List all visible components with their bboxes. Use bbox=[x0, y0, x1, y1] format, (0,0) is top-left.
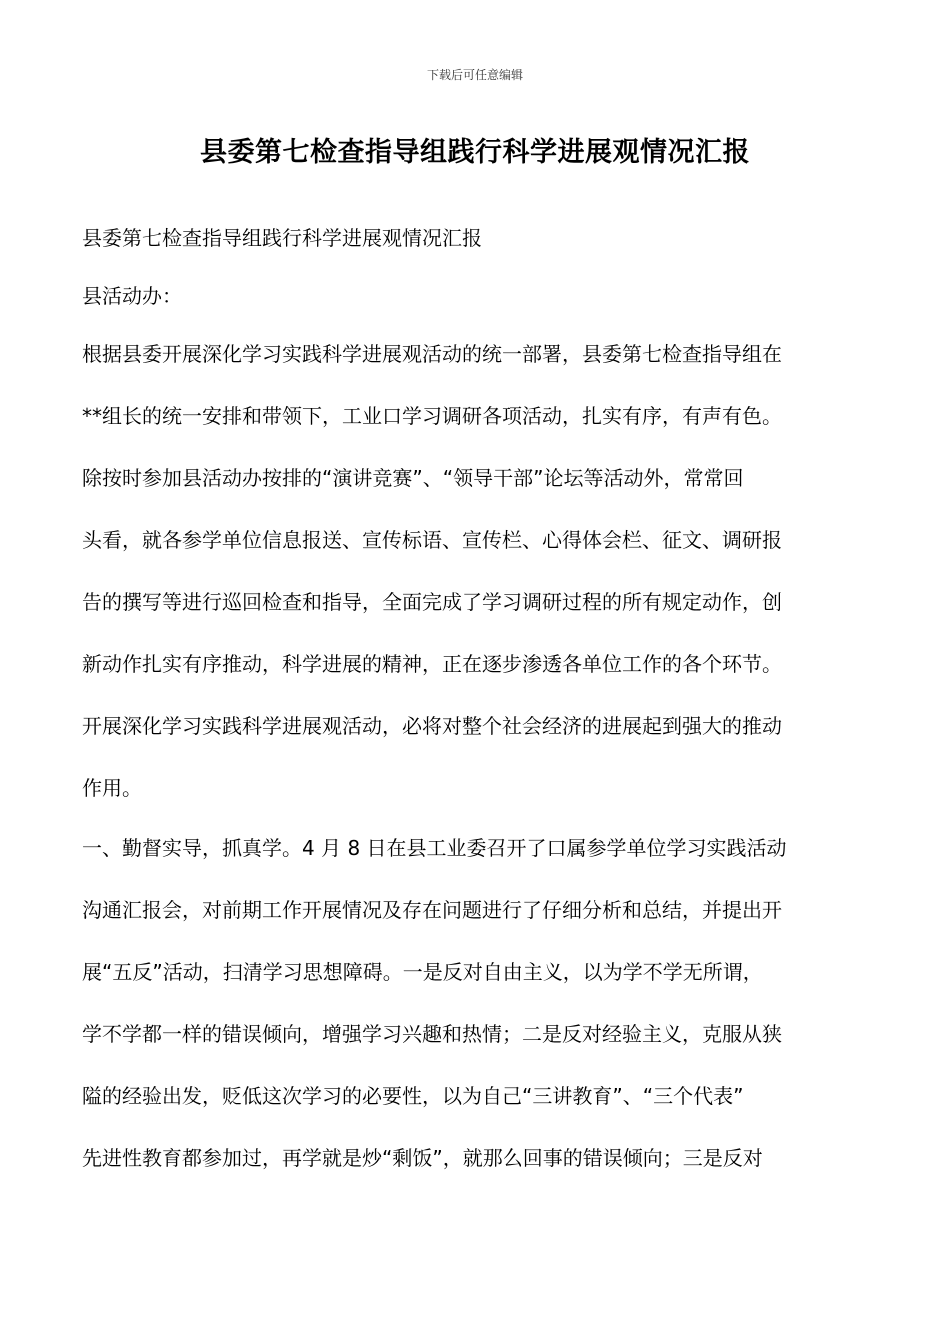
body-line: 隘的经验出发，贬低这次学习的必要性，以为自己“三讲教育”、“三个代表” bbox=[82, 1084, 744, 1108]
body-line: 县委第七检查指导组践行科学进展观情况汇报 bbox=[82, 226, 482, 250]
body-line: 新动作扎实有序推动，科学进展的精神，正在逐步渗透各单位工作的各个环节。 bbox=[82, 652, 782, 676]
body-line: 头看，就各参学单位信息报送、宣传标语、宣传栏、心得体会栏、征文、调研报 bbox=[82, 528, 782, 552]
body-line: 县活动办： bbox=[82, 284, 182, 308]
body-line: 一、勤督实导，抓真学。4 月 8 日在县工业委召开了口属参学单位学习实践活动 bbox=[82, 836, 787, 860]
body-line: 根据县委开展深化学习实践科学进展观活动的统一部署，县委第七检查指导组在 bbox=[82, 342, 782, 366]
body-line: 先进性教育都参加过，再学就是炒“剩饭”，就那么回事的错误倾向；三是反对 bbox=[82, 1146, 763, 1170]
body-line: 除按时参加县活动办按排的“演讲竞赛”、“领导干部”论坛等活动外，常常回 bbox=[82, 466, 744, 490]
body-line: 学不学都一样的错误倾向，增强学习兴趣和热情；二是反对经验主义，克服从狭 bbox=[82, 1022, 782, 1046]
document-title: 县委第七检查指导组践行科学进展观情况汇报 bbox=[200, 137, 750, 168]
body-line: 告的撰写等进行巡回检查和指导，全面完成了学习调研过程的所有规定动作，创 bbox=[82, 590, 782, 614]
body-line: 展“五反”活动，扫清学习思想障碍。一是反对自由主义，以为学不学无所谓， bbox=[82, 960, 763, 984]
body-line: 开展深化学习实践科学进展观活动，必将对整个社会经济的进展起到强大的推动 bbox=[82, 714, 782, 738]
body-line: 作用。 bbox=[82, 776, 142, 800]
body-line: 沟通汇报会，对前期工作开展情况及存在问题进行了仔细分析和总结，并提出开 bbox=[82, 898, 782, 922]
header-note: 下载后可任意编辑 bbox=[426, 68, 523, 82]
body-line: **组长的统一安排和带领下，工业口学习调研各项活动，扎实有序，有声有色。 bbox=[82, 404, 782, 428]
